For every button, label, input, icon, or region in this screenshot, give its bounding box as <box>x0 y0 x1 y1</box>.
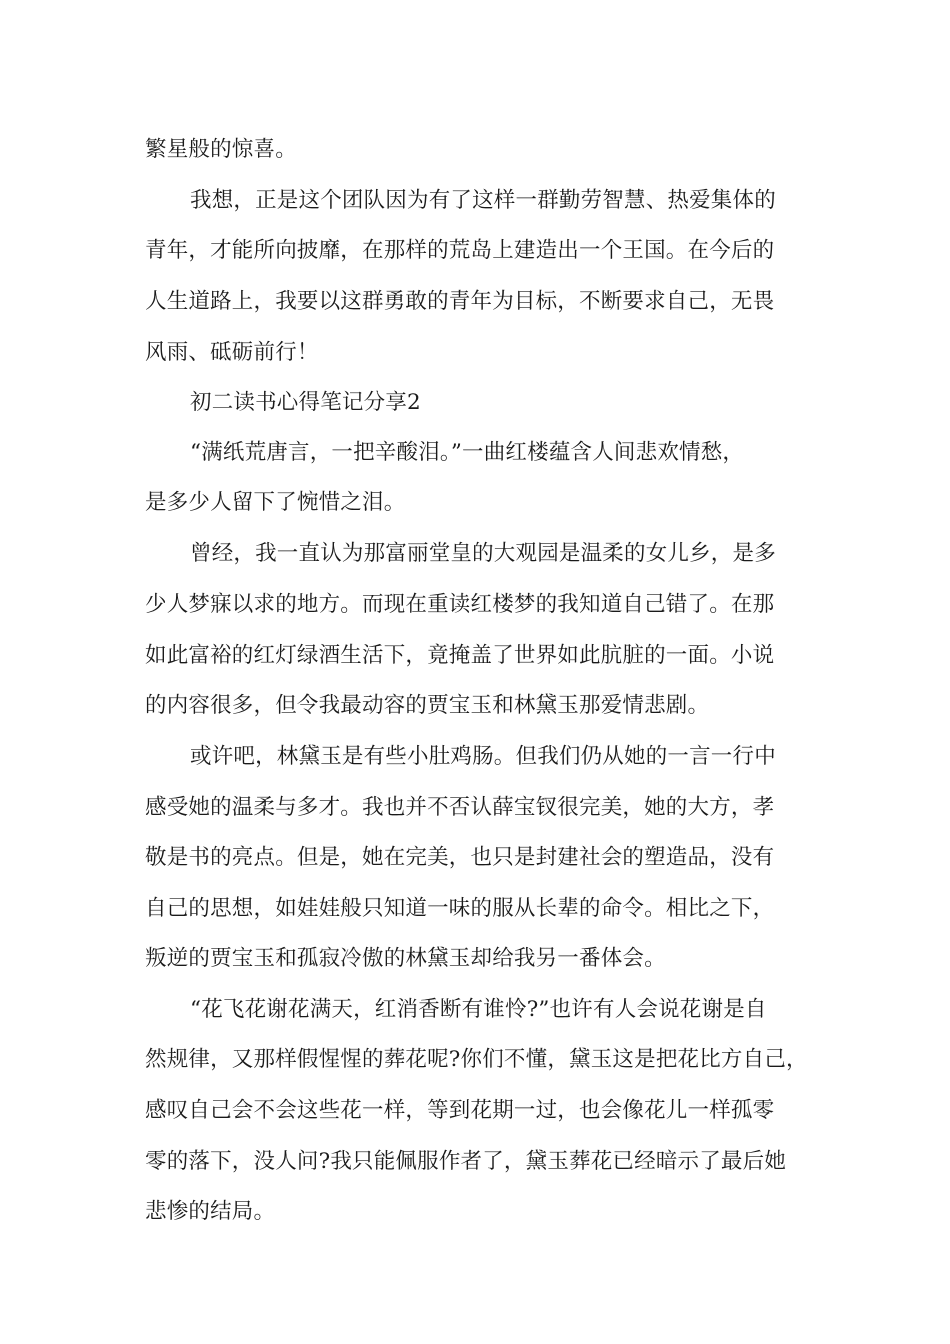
text-line: 青年，才能所向披靡，在那样的荒岛上建造出一个王国。在今后的 <box>145 238 775 263</box>
text-line: 风雨、砥砺前行！ <box>145 340 319 365</box>
text-line: 然规律，又那样假惺惺的葬花呢?你们不懂，黛玉这是把花比方自己， <box>145 1047 808 1072</box>
text-line: 少人梦寐以求的地方。而现在重读红楼梦的我知道自己错了。在那 <box>145 592 775 617</box>
text-line: 人生道路上，我要以这群勇敢的青年为目标，不断要求自己，无畏 <box>145 289 775 314</box>
text-line: 敬是书的亮点。但是，她在完美，也只是封建社会的塑造品，没有 <box>145 845 775 870</box>
paragraph-first-line: “花飞花谢花满天，红消香断有谁怜?”也许有人会说花谢是自 <box>190 997 767 1022</box>
text-line: 如此富裕的红灯绿酒生活下，竟掩盖了世界如此肮脏的一面。小说 <box>145 643 775 668</box>
paragraph-first-line: 曾经，我一直认为那富丽堂皇的大观园是温柔的女儿乡，是多 <box>190 541 776 566</box>
text-line: 繁星般的惊喜。 <box>145 137 297 162</box>
text-line: 自己的思想，如娃娃般只知道一味的服从长辈的命令。相比之下， <box>145 896 775 921</box>
paragraph-first-line: “满纸荒唐言，一把辛酸泪。”一曲红楼蕴含人间悲欢情愁， <box>190 440 745 465</box>
text-line: 零的落下，没人问?我只能佩服作者了，黛玉葬花已经暗示了最后她 <box>145 1149 787 1174</box>
text-line: 的内容很多，但令我最动容的贾宝玉和林黛玉那爱情悲剧。 <box>145 693 710 718</box>
text-line: 感叹自己会不会这些花一样，等到花期一过，也会像花儿一样孤零 <box>145 1098 775 1123</box>
paragraph-first-line: 我想，正是这个团队因为有了这样一群勤劳智慧、热爱集体的 <box>190 188 776 213</box>
paragraph-first-line: 或许吧，林黛玉是有些小肚鸡肠。但我们仍从她的一言一行中 <box>190 744 776 769</box>
text-line: 叛逆的贾宝玉和孤寂冷傲的林黛玉却给我另一番体会。 <box>145 946 666 971</box>
text-line: 是多少人留下了惋惜之泪。 <box>145 490 406 515</box>
text-line: 悲惨的结局。 <box>145 1199 276 1224</box>
text-line: 感受她的温柔与多才。我也并不否认薛宝钗很完美，她的大方，孝 <box>145 795 775 820</box>
section-heading: 初二读书心得笔记分享2 <box>190 390 421 415</box>
